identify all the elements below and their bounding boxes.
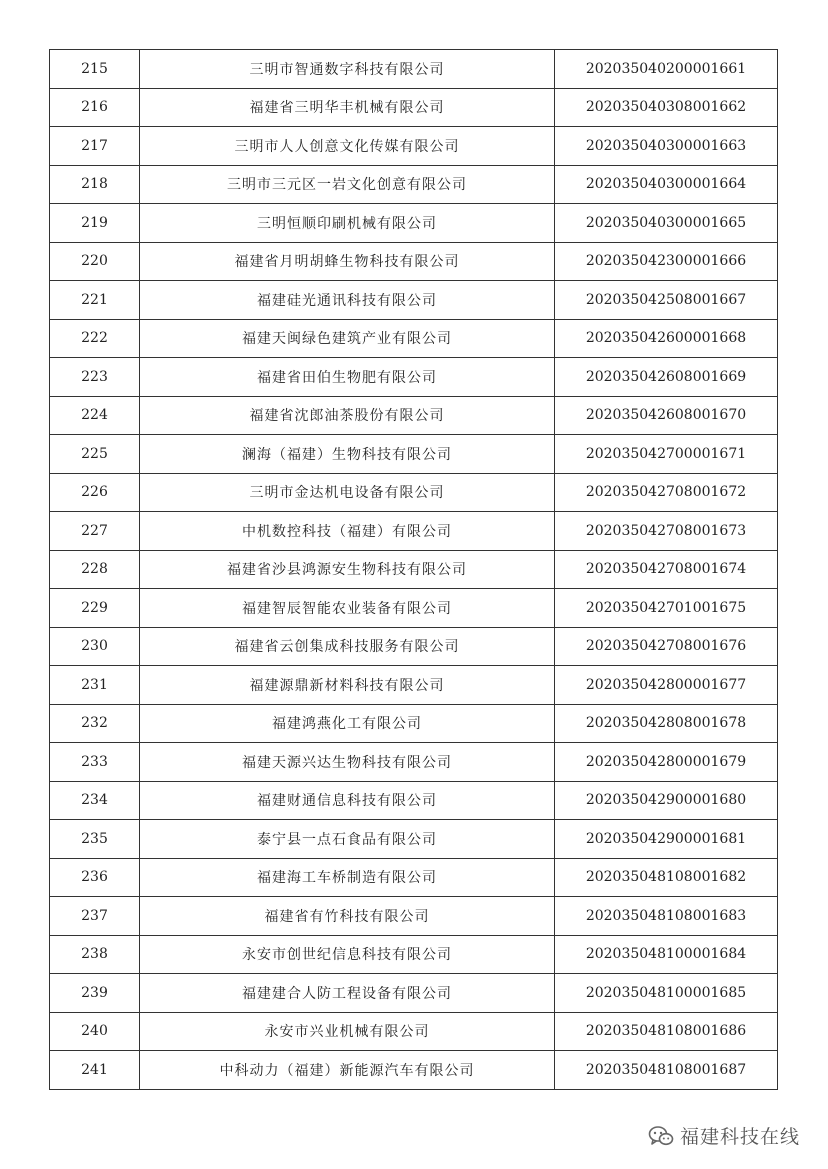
table-row xyxy=(50,820,778,859)
registration-code: 202035040200001661 xyxy=(555,50,778,89)
table-row xyxy=(50,743,778,782)
row-number: 221 xyxy=(50,281,140,320)
row-number: 216 xyxy=(50,88,140,127)
company-name: 福建鸿燕化工有限公司 xyxy=(140,704,555,743)
registration-code: 202035042900001681 xyxy=(555,820,778,859)
row-number: 219 xyxy=(50,204,140,243)
table-row xyxy=(50,50,778,89)
registration-code: 202035048108001683 xyxy=(555,897,778,936)
row-number: 225 xyxy=(50,435,140,474)
row-number: 233 xyxy=(50,743,140,782)
registration-code: 202035042708001673 xyxy=(555,512,778,551)
registration-code: 202035048100001684 xyxy=(555,935,778,974)
company-name: 永安市创世纪信息科技有限公司 xyxy=(140,935,555,974)
company-name: 中科动力（福建）新能源汽车有限公司 xyxy=(140,1051,555,1090)
watermark xyxy=(648,1122,800,1149)
registration-code: 202035042600001668 xyxy=(555,319,778,358)
table-row xyxy=(50,935,778,974)
company-name: 三明市金达机电设备有限公司 xyxy=(140,473,555,512)
company-name: 泰宁县一点石食品有限公司 xyxy=(140,820,555,859)
row-number: 215 xyxy=(50,50,140,89)
registration-code: 202035042300001666 xyxy=(555,242,778,281)
company-name: 三明市智通数字科技有限公司 xyxy=(140,50,555,89)
row-number: 226 xyxy=(50,473,140,512)
table-row xyxy=(50,666,778,705)
table-row xyxy=(50,319,778,358)
registration-code: 202035048108001682 xyxy=(555,858,778,897)
table-row xyxy=(50,435,778,474)
row-number: 231 xyxy=(50,666,140,705)
row-number: 224 xyxy=(50,396,140,435)
registration-code: 202035042700001671 xyxy=(555,435,778,474)
row-number: 234 xyxy=(50,781,140,820)
registration-code: 202035042608001670 xyxy=(555,396,778,435)
table-row xyxy=(50,473,778,512)
registration-code: 202035042701001675 xyxy=(555,589,778,628)
table-row xyxy=(50,396,778,435)
company-name: 福建省云创集成科技服务有限公司 xyxy=(140,627,555,666)
table-row xyxy=(50,204,778,243)
company-name: 三明恒顺印刷机械有限公司 xyxy=(140,204,555,243)
company-name: 中机数控科技（福建）有限公司 xyxy=(140,512,555,551)
registration-code: 202035040308001662 xyxy=(555,88,778,127)
company-name: 福建省沙县鸿源安生物科技有限公司 xyxy=(140,550,555,589)
row-number: 222 xyxy=(50,319,140,358)
registration-code: 202035042708001674 xyxy=(555,550,778,589)
row-number: 232 xyxy=(50,704,140,743)
watermark-text: 福建科技在线 xyxy=(679,1126,800,1148)
table-row xyxy=(50,358,778,397)
registration-code: 202035042708001672 xyxy=(555,473,778,512)
company-name: 澜海（福建）生物科技有限公司 xyxy=(140,435,555,474)
company-name: 永安市兴业机械有限公司 xyxy=(140,1012,555,1051)
table-row xyxy=(50,781,778,820)
table-row xyxy=(50,165,778,204)
company-name: 福建省三明华丰机械有限公司 xyxy=(140,88,555,127)
company-name: 福建天源兴达生物科技有限公司 xyxy=(140,743,555,782)
company-name: 福建省田伯生物肥有限公司 xyxy=(140,358,555,397)
table-row xyxy=(50,704,778,743)
table-row xyxy=(50,627,778,666)
table-row xyxy=(50,550,778,589)
company-name: 福建硅光通讯科技有限公司 xyxy=(140,281,555,320)
company-name: 福建省沈郎油茶股份有限公司 xyxy=(140,396,555,435)
company-name: 三明市人人创意文化传媒有限公司 xyxy=(140,127,555,166)
table-row xyxy=(50,88,778,127)
company-table xyxy=(49,49,778,1090)
row-number: 235 xyxy=(50,820,140,859)
row-number: 227 xyxy=(50,512,140,551)
company-name: 福建天闽绿色建筑产业有限公司 xyxy=(140,319,555,358)
table-row xyxy=(50,242,778,281)
row-number: 237 xyxy=(50,897,140,936)
row-number: 229 xyxy=(50,589,140,628)
registration-code: 202035042608001669 xyxy=(555,358,778,397)
table-row xyxy=(50,589,778,628)
table-row xyxy=(50,974,778,1013)
company-name: 福建智辰智能农业装备有限公司 xyxy=(140,589,555,628)
row-number: 241 xyxy=(50,1051,140,1090)
row-number: 230 xyxy=(50,627,140,666)
registration-code: 202035040300001663 xyxy=(555,127,778,166)
registration-code: 202035042708001676 xyxy=(555,627,778,666)
company-name: 福建源鼎新材料科技有限公司 xyxy=(140,666,555,705)
table-row xyxy=(50,512,778,551)
row-number: 239 xyxy=(50,974,140,1013)
registration-code: 202035042808001678 xyxy=(555,704,778,743)
registration-code: 202035048108001687 xyxy=(555,1051,778,1090)
company-list-sheet xyxy=(49,49,776,1090)
row-number: 238 xyxy=(50,935,140,974)
table-row xyxy=(50,281,778,320)
company-name: 福建财通信息科技有限公司 xyxy=(140,781,555,820)
row-number: 240 xyxy=(50,1012,140,1051)
company-name: 福建海工车桥制造有限公司 xyxy=(140,858,555,897)
registration-code: 202035042800001679 xyxy=(555,743,778,782)
registration-code: 202035048100001685 xyxy=(555,974,778,1013)
row-number: 217 xyxy=(50,127,140,166)
registration-code: 202035042508001667 xyxy=(555,281,778,320)
wechat-icon xyxy=(648,1125,674,1147)
row-number: 228 xyxy=(50,550,140,589)
row-number: 223 xyxy=(50,358,140,397)
company-name: 福建省有竹科技有限公司 xyxy=(140,897,555,936)
registration-code: 202035040300001665 xyxy=(555,204,778,243)
table-row xyxy=(50,897,778,936)
row-number: 220 xyxy=(50,242,140,281)
registration-code: 202035042900001680 xyxy=(555,781,778,820)
row-number: 236 xyxy=(50,858,140,897)
table-row xyxy=(50,858,778,897)
company-name: 三明市三元区一岩文化创意有限公司 xyxy=(140,165,555,204)
table-row xyxy=(50,1051,778,1090)
company-name: 福建建合人防工程设备有限公司 xyxy=(140,974,555,1013)
table-row xyxy=(50,127,778,166)
registration-code: 202035040300001664 xyxy=(555,165,778,204)
registration-code: 202035042800001677 xyxy=(555,666,778,705)
table-body xyxy=(50,50,778,1090)
company-name: 福建省月明胡蜂生物科技有限公司 xyxy=(140,242,555,281)
registration-code: 202035048108001686 xyxy=(555,1012,778,1051)
table-row xyxy=(50,1012,778,1051)
row-number: 218 xyxy=(50,165,140,204)
